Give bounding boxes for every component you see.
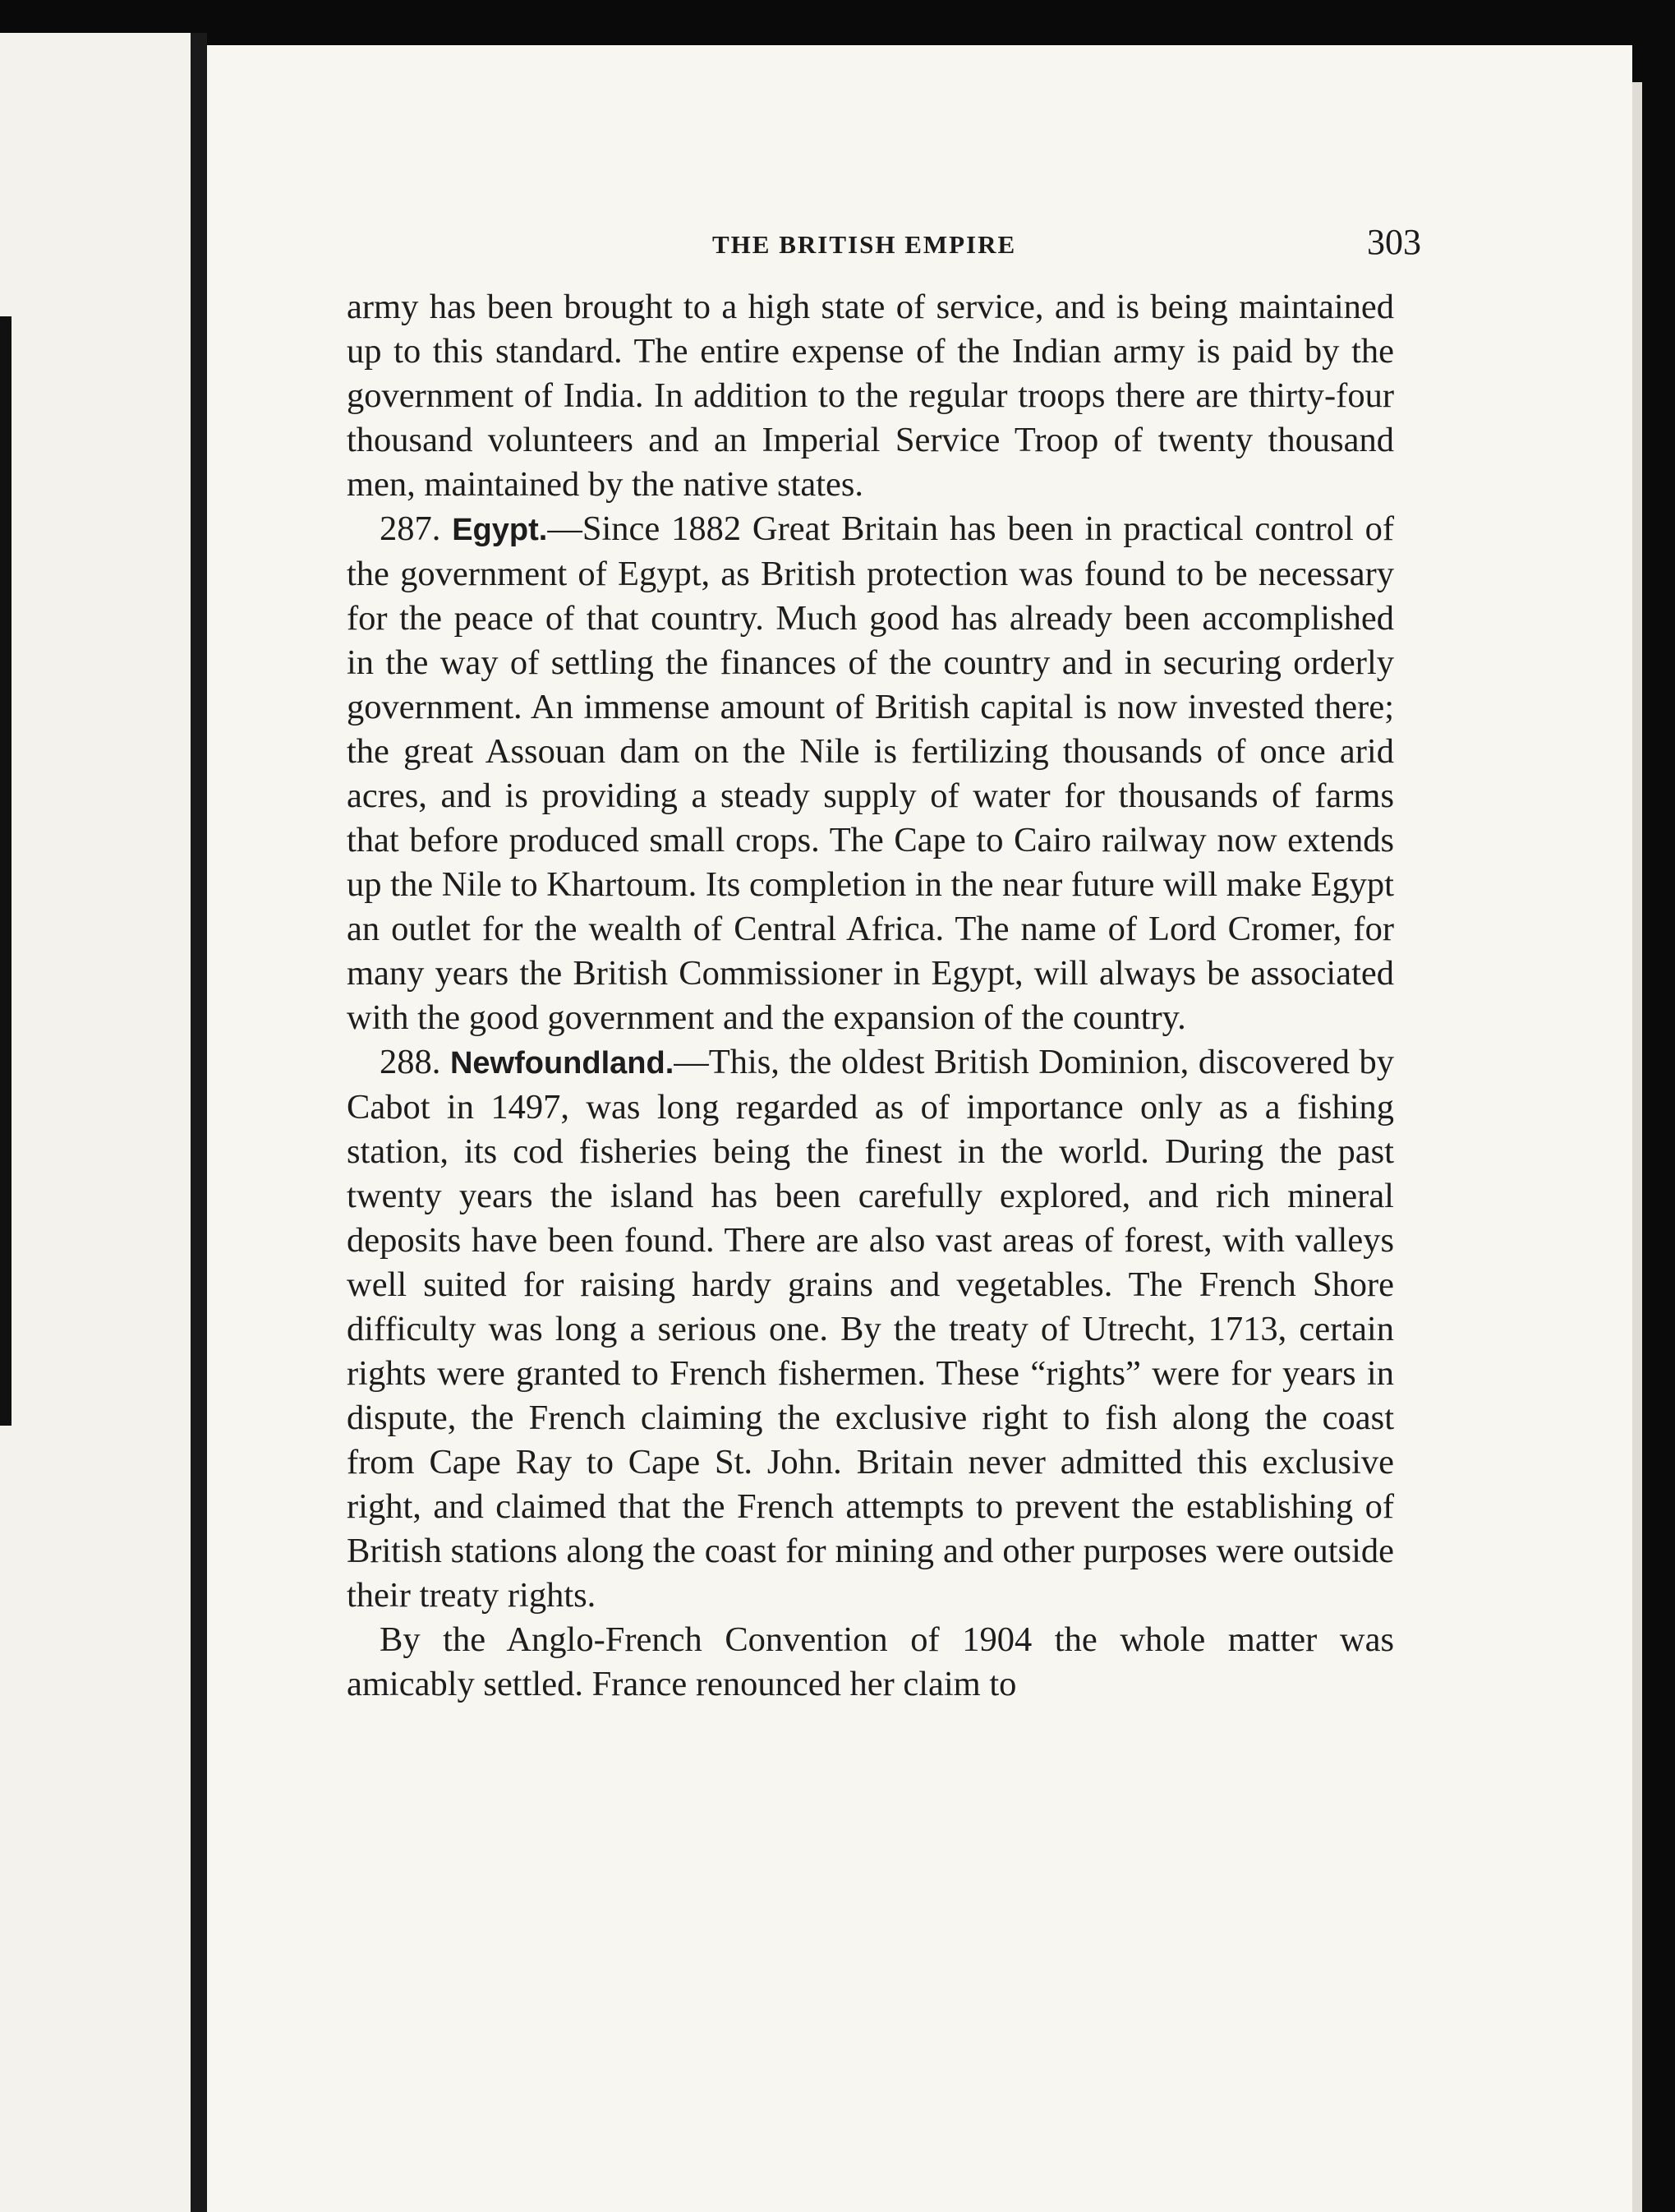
book-gutter bbox=[191, 33, 207, 2212]
book-page bbox=[207, 45, 1632, 2212]
section-288 bbox=[347, 1040, 1394, 1618]
page-number: 303 bbox=[1367, 222, 1421, 262]
paragraph-intro: army has been brought to a high state of service, and is being maintained up to this standard. The entire expense of the Indian army is paid by the government of India. In addition to the regular troops there are thirty-four thousand volunteers and an Imperial Service Troop of twenty thousand men, maintained by the native states. bbox=[347, 288, 1394, 504]
page-edge-shadow bbox=[1632, 82, 1642, 2212]
page-header bbox=[207, 185, 1632, 262]
section-title-newfoundland: Newfoundland. bbox=[449, 1046, 674, 1081]
section-number: 287. bbox=[380, 509, 441, 548]
section-287 bbox=[347, 507, 1394, 1040]
section-287-text: —Since 1882 Great Britain has been in practical control of the government of Egypt, as British protection was found to be necessary for the peace of that country. Much good has already been accomplished in the way of settling the finances of the country and in securing orderly government. An immense amount of British capital is now invested there; the great Assouan dam on the Nile is fertilizing thousands of once arid acres, and is providing a steady supply of water for thousands of farms that before produced small crops. The Cape to Cairo railway now extends up the Nile to Khartoum. Its completion in the near future will make Egypt an outlet for the wealth of Central Africa. The name of Lord Cromer, for many years the British Commissioner in Egypt, will always be associated with the good government and the expansion of the country. bbox=[347, 509, 1395, 1037]
page-body bbox=[347, 285, 1394, 1707]
facing-page-edge-mark bbox=[0, 316, 12, 1426]
section-number: 288. bbox=[380, 1043, 441, 1081]
facing-page-fragment bbox=[0, 33, 191, 2212]
paragraph-final: By the Anglo-French Convention of 1904 the whole matter was amicably settled. France renounced her claim to bbox=[347, 1620, 1394, 1703]
section-title-egypt: Egypt. bbox=[452, 513, 548, 547]
running-head: THE BRITISH EMPIRE bbox=[712, 230, 1017, 259]
section-288-text: —This, the oldest British Dominion, discovered by Cabot in 1497, was long regarded as of importance only as a fishing station, its cod fisheries being the finest in the world. During the past twenty years the island has been carefully explored, and rich mineral deposits have been found. There are also vast areas of forest, with valleys well suited for raising hardy grains and vegetables. The French Shore difficulty was long a serious one. By the treaty of Utrecht, 1713, certain rights were granted to French fishermen. These “rights” were for years in dispute, the French claiming the exclusive right to fish along the coast from Cape Ray to Cape St. John. Britain never admitted this exclusive right, and claimed that the French attempts to prevent the establishing of British stations along the coast for mining and other purposes were outside their treaty rights. bbox=[347, 1043, 1395, 1615]
